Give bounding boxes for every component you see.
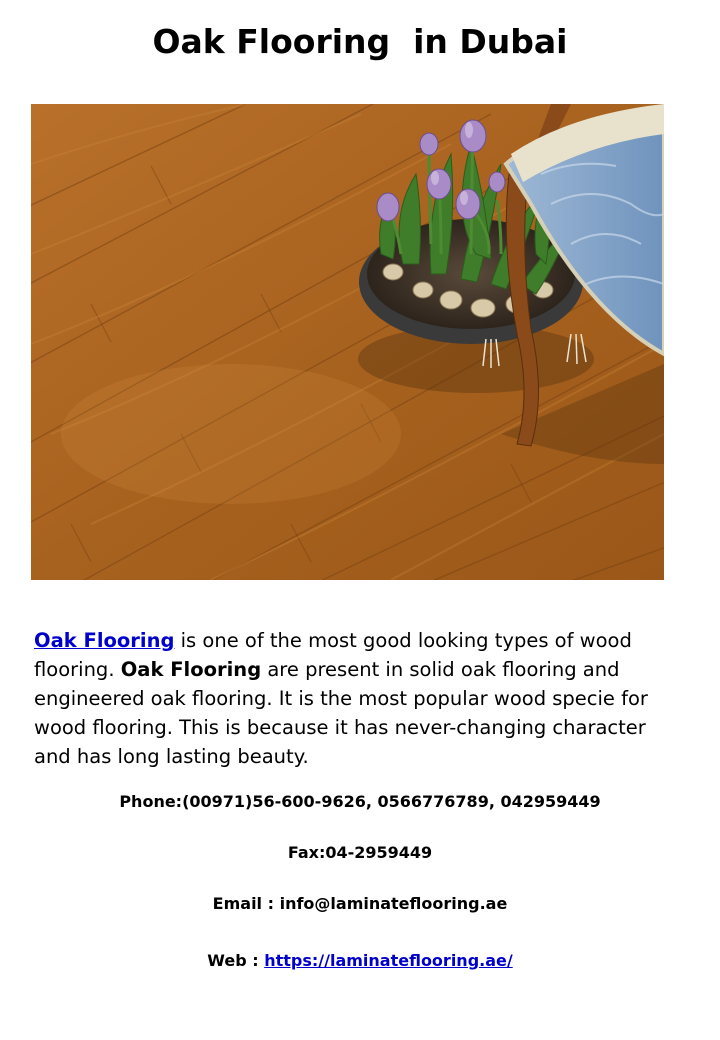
fax-line: Fax:04-2959449 [287, 843, 433, 862]
description-text-2: are present in solid oak flooring and engineered oak flooring. It is the most popular wood specie for wood flooring. This is because it has never-changing character and has long lasting beauty. [34, 658, 648, 768]
description-text-1: is one of the most good looking types of wood flooring. [34, 629, 632, 681]
email-line: Email : info@laminateflooring.ae [212, 894, 508, 913]
oak-flooring-link[interactable]: Oak Flooring [34, 629, 175, 652]
phone-line: Phone:(00971)56-600-9626, 0566776789, 042959449 [119, 792, 601, 811]
page-title: Oak Flooring in Dubai [152, 22, 568, 61]
web-label: Web : [207, 951, 265, 970]
web-line [0, 950, 720, 972]
oak-floor-photo [31, 104, 664, 580]
website-link[interactable]: https://laminateflooring.ae/ [264, 951, 513, 970]
description-paragraph [34, 626, 674, 771]
description-bold: Oak Flooring [120, 658, 262, 681]
